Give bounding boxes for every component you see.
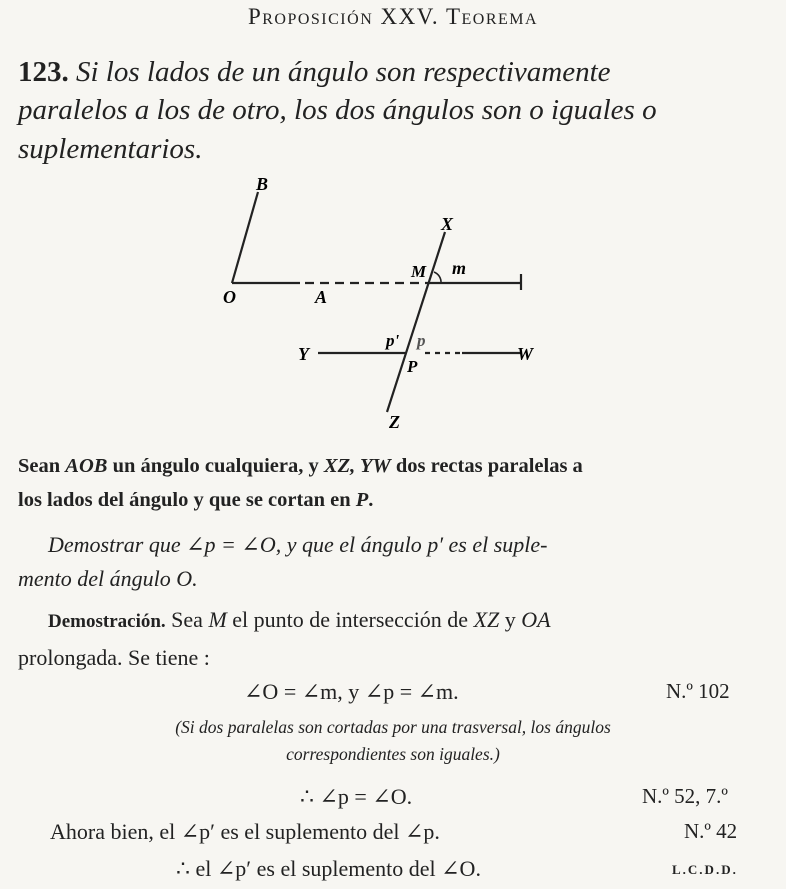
hypothesis-line-1: Sean AOB un ángulo cualquiera, y XZ, YW dos rectas paralelas a <box>18 455 583 477</box>
label-P: P <box>407 357 418 376</box>
reference-1: N.º 102 <box>666 679 730 703</box>
theorem-number: 123. <box>18 56 69 88</box>
theorem-statement-line-2: paralelos a los de otro, los dos ángulos son o iguales o <box>18 94 657 126</box>
reference-3: N.º 42 <box>684 819 738 843</box>
label-X: X <box>441 214 454 234</box>
proof-step-2: ∴ ∠p = ∠O. <box>300 784 413 809</box>
hypothesis-line-2: los lados del ángulo y que se cortan en P. <box>18 489 374 511</box>
theorem-text-1: Si los lados de un ángulo son respectivamente <box>76 56 611 88</box>
proof-line-2: prolongada. Se tiene : <box>18 645 210 670</box>
ray-OB <box>232 192 258 283</box>
label-A: A <box>315 287 328 307</box>
label-O: O <box>223 287 236 307</box>
reference-2: N.º 52, 7.º <box>642 784 728 808</box>
note-line-2: correspondientes son iguales.) <box>286 744 500 764</box>
label-M: M <box>411 262 427 281</box>
page-title: Proposición XXV. Teorema <box>247 4 539 29</box>
label-Z: Z <box>389 412 400 432</box>
note-line-1: (Si dos paralelas son cortadas por una trasversal, los ángulos <box>175 717 611 737</box>
angle-m-arc <box>434 272 441 283</box>
proof-step-1: ∠O = ∠m, y ∠p = ∠m. <box>244 679 459 704</box>
label-p-prime: p' <box>386 331 400 350</box>
theorem-statement-line-3: suplementarios. <box>18 133 203 165</box>
label-Y: Y <box>298 344 309 364</box>
label-p: p <box>417 331 426 350</box>
to-prove-line-1: Demostrar que ∠p = ∠O, y que el ángulo p′ es el suple- <box>48 532 548 557</box>
label-B: B <box>256 174 269 194</box>
proof-step-3: Ahora bien, el ∠p′ es el suplemento del ∠p. <box>50 819 440 844</box>
proof-intro: Demostración. Sea M el punto de intersección de XZ y OA <box>48 607 551 632</box>
label-W: W <box>517 344 534 364</box>
to-prove-line-2: mento del ángulo O. <box>18 566 198 591</box>
label-m: m <box>452 258 467 278</box>
line-XZ <box>387 232 445 412</box>
proof-label: Demostración. <box>48 611 166 632</box>
reference-4: L.C.D.D. <box>672 862 738 877</box>
proof-step-4: ∴ el ∠p′ es el suplemento del ∠O. <box>176 856 481 881</box>
